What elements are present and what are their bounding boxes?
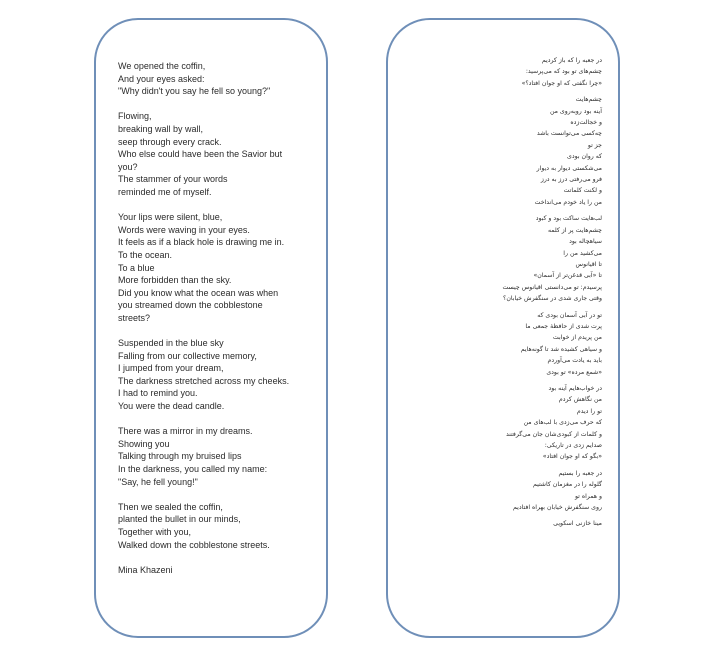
poem-line: که روان بودی <box>567 153 602 161</box>
stanza <box>118 60 323 98</box>
poem-line: seep through every crack. <box>118 136 222 147</box>
stanza <box>118 501 323 551</box>
poem-line: In the darkness, you called my name: <box>118 464 268 474</box>
stanza <box>432 383 602 463</box>
poem-line: لب‌هایت ساکت بود و کبود <box>535 215 602 223</box>
poem-line: Together with you, <box>118 526 192 537</box>
poem-line: پرسیدم: تو می‌دانستی اقیانوس چیست <box>502 283 602 291</box>
poem-line: تا اقیانوس <box>575 260 602 268</box>
poem-line: It feels as if a black hole is drawing me in. <box>118 237 285 248</box>
poem-line: وقتی جاری شدی در سنگفرش خیابان؟ <box>503 295 602 303</box>
poem-line: Showing you <box>118 438 170 449</box>
poem-line: There was a mirror in my dreams. <box>118 426 253 437</box>
stanza <box>118 110 323 198</box>
stanza <box>118 211 323 324</box>
poem-line: I had to remind you. <box>118 388 198 399</box>
persian-poem-text <box>432 55 602 530</box>
poem-line: فرو می‌رفتی درز به درز <box>540 176 602 184</box>
poem-line: Who else could have been the Savior but <box>118 149 283 160</box>
poem-line: planted the bullet in our minds, <box>118 514 241 525</box>
poem-line: you streamed down the cobblestone <box>118 300 263 311</box>
poem-line: Words were waving in your eyes. <box>118 224 250 235</box>
poem-line: صدایم زدی در تاریکی: <box>544 442 602 449</box>
poem-line: و کلمات از کبودی‌شان جان می‌گرفتند <box>505 430 602 438</box>
poem-line: من نگاهش کردم <box>558 396 602 404</box>
poem-line: تا «آبی قدغن‌تر از آسمان» <box>533 272 602 280</box>
poem-line: چه‌کسی می‌توانست باشد <box>536 130 602 138</box>
poem-line: و همراه تو <box>574 492 602 500</box>
stanza <box>432 310 602 378</box>
poem-line: We opened the coffin, <box>118 61 206 71</box>
poem-line: Suspended in the blue sky <box>118 338 224 349</box>
poem-line: streets? <box>118 312 151 323</box>
poem-line: «بگو که او جوان افتاد» <box>542 453 602 461</box>
stanza <box>432 468 602 514</box>
poem-line: You were the dead candle. <box>118 401 225 412</box>
poem-line: روی سنگفرش خیابان بهراه افتادیم <box>513 504 602 512</box>
poem-line: Talking through my bruised lips <box>118 451 242 462</box>
poem-line: Did you know what the ocean was when <box>118 287 279 298</box>
persian-poem-card <box>386 18 620 638</box>
poem-line: که حرف می‌زدی با لب‌های من <box>523 419 602 427</box>
poem-line: تو را دیدم <box>576 407 602 415</box>
poem-line: breaking wall by wall, <box>118 123 204 134</box>
author-name: Mina Khazeni <box>118 564 173 575</box>
stanza <box>432 213 602 304</box>
poem-line: چشم‌هایت پر از کلمه <box>547 226 602 234</box>
poem-line: در جعبه را بستیم <box>558 469 602 477</box>
stanza <box>432 55 602 89</box>
poem-line: من پریدم از خوابت <box>552 334 602 342</box>
poem-line: "Why didn't you say he fell so young?" <box>118 86 271 97</box>
poem-line: در خواب‌هایم آینه بود <box>548 384 602 392</box>
author-name: مینا خازنی اسکویی <box>553 520 602 528</box>
poem-line: تو در آبی آسمان بودی که <box>537 311 602 319</box>
poem-line: The stammer of your words <box>118 174 228 185</box>
poem-line: you? <box>118 161 138 172</box>
stanza <box>118 337 323 413</box>
poem-line: چشم‌های تو بود که می‌پرسید: <box>525 68 602 76</box>
poem-line: می‌کشید من را <box>563 249 602 257</box>
stanza <box>118 425 323 488</box>
poem-line: در جعبه را که باز کردیم <box>541 57 602 64</box>
english-poem-card <box>94 18 328 638</box>
poem-line: To the ocean. <box>118 249 173 260</box>
poem-line: و لکنت کلماتت <box>563 187 602 195</box>
poem-line: و سیاهی کشیده شد تا گونه‌هایم <box>520 345 602 353</box>
poem-line: And your eyes asked: <box>118 73 205 84</box>
poem-line: آینه بود روبه‌روی من <box>549 107 602 115</box>
poem-line: I jumped from your dream, <box>118 363 224 374</box>
english-poem-text <box>118 60 323 576</box>
poem-line: The darkness stretched across my cheeks. <box>118 375 290 386</box>
poem-line: "Say, he fell young!" <box>118 476 198 487</box>
poem-line: «چرا نگفتی که او جوان افتاد؟» <box>521 79 602 87</box>
poem-line: Flowing, <box>118 111 152 122</box>
poem-line: More forbidden than the sky. <box>118 275 232 286</box>
poem-line: جز تو <box>587 141 602 149</box>
poem-line: چشم‌هایت <box>575 96 602 104</box>
poem-line: Falling from our collective memory, <box>118 350 257 361</box>
poem-line: پرت شدی از حافظهٔ جمعی ما <box>525 322 602 330</box>
poem-line: من را یاد خودم می‌انداخت <box>534 198 602 206</box>
poem-line: reminded me of myself. <box>118 186 212 197</box>
poem-line: «شمع مرده» تو بودی <box>546 368 602 376</box>
poem-line: گلوله را در مغزمان کاشتیم <box>532 481 602 489</box>
poem-line: باید به یادت می‌آوردم <box>547 357 602 365</box>
poem-line: Walked down the cobblestone streets. <box>118 539 270 550</box>
poem-line: Your lips were silent, blue, <box>118 212 223 223</box>
poem-line: Then we sealed the coffin, <box>118 501 223 512</box>
poem-line: می‌شکستی دیوار به دیوار <box>536 164 602 172</box>
stanza <box>432 94 602 208</box>
poem-line: و خجالت‌زده <box>570 119 602 127</box>
poem-line: To a blue <box>118 262 155 273</box>
poem-line: سیاهچاله بود <box>569 238 602 246</box>
